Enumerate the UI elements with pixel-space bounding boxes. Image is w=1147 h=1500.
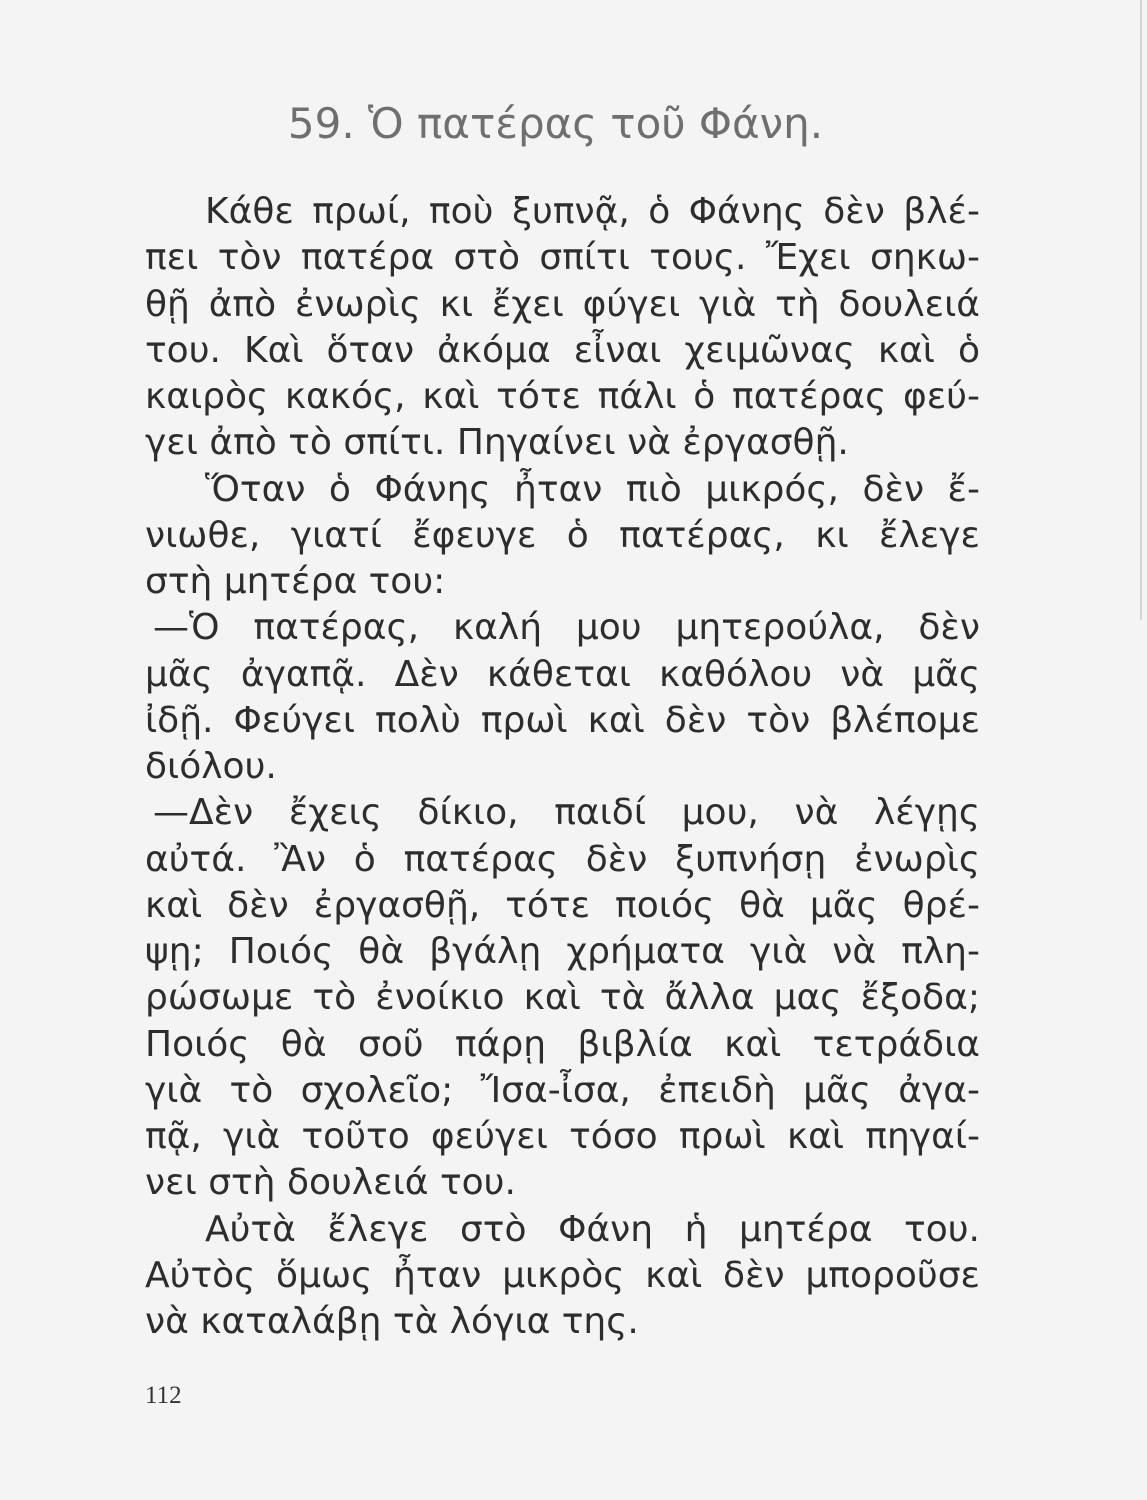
paragraph xyxy=(145,189,980,467)
text-line: —Ὁ πατέρας, καλή μου μητερούλα, δὲν xyxy=(153,607,980,649)
dialogue-paragraph xyxy=(145,605,980,790)
text-line: πᾷ, γιὰ τοῦτο φεύγει τόσο πρωὶ καὶ πηγαί- xyxy=(145,1116,980,1157)
text-line: καιρὸς κακός, καὶ τότε πάλι ὁ πατέρας φεύ- xyxy=(145,376,980,417)
text-line: διόλου. xyxy=(145,746,277,787)
text-line: του. Καὶ ὅταν ἀκόμα εἶναι χειμῶνας καὶ ὁ xyxy=(145,329,980,371)
chapter-text xyxy=(145,189,980,1345)
text-line: Αὐτὸς ὅμως ἦταν μικρὸς καὶ δὲν μποροῦσε xyxy=(145,1254,980,1296)
text-line: πει τὸν πατέρα στὸ σπίτι τους. Ἔχει σηκω- xyxy=(145,237,980,279)
text-line: —Δὲν ἔχεις δίκιο, παιδί μου, νὰ λέγῃς xyxy=(153,792,980,834)
text-line: Αὐτὰ ἔλεγε στὸ Φάνη ἡ μητέρα του. xyxy=(205,1208,980,1250)
text-line: νὰ καταλάβῃ τὰ λόγια της. xyxy=(145,1301,639,1342)
text-line: θῇ ἀπὸ ἐνωρὶς κι ἔχει φύγει γιὰ τὴ δουλειά xyxy=(145,283,980,325)
text-line: νει στὴ δουλειά του. xyxy=(145,1162,516,1204)
chapter-title: 59. Ὁ πατέρας τοῦ Φάνη. xyxy=(287,99,824,148)
text-line: μᾶς ἀγαπᾷ. Δὲν κάθεται καθόλου νὰ μᾶς xyxy=(145,653,980,695)
text-line: Ὅταν ὁ Φάνης ἦταν πιὸ μικρός, δὲν ἔ- xyxy=(205,468,980,510)
text-line: ψῃ; Ποιός θὰ βγάλῃ χρήματα γιὰ νὰ πλη- xyxy=(145,931,980,972)
text-line: Κάθε πρωί, ποὺ ξυπνᾷ, ὁ Φάνης δὲν βλέ- xyxy=(205,191,980,232)
text-line: αὐτά. Ἂν ὁ πατέρας δὲν ξυπνήσῃ ἐνωρὶς xyxy=(145,838,980,880)
text-line: γει ἀπὸ τὸ σπίτι. Πηγαίνει νὰ ἐργασθῇ. xyxy=(145,422,849,464)
paragraph xyxy=(145,1207,980,1346)
scan-edge-line xyxy=(1140,0,1142,620)
text-line: νιωθε, γιατί ἔφευγε ὁ πατέρας, κι ἔλεγε xyxy=(145,514,980,556)
text-line: ρώσωμε τὸ ἐνοίκιο καὶ τὰ ἄλλα μας ἔξοδα; xyxy=(145,977,980,1019)
text-line: ἰδῇ. Φεύγει πολὺ πρωὶ καὶ δὲν τὸν βλέπομε xyxy=(145,699,980,741)
text-line: καὶ δὲν ἐργασθῇ, τότε ποιός θὰ μᾶς θρέ- xyxy=(145,884,980,926)
page-number: 112 xyxy=(145,1382,182,1409)
text-line: Ποιός θὰ σοῦ πάρῃ βιβλία καὶ τετράδια xyxy=(145,1023,980,1065)
text-line: γιὰ τὸ σχολεῖο; Ἴσα-ἶσα, ἐπειδὴ μᾶς ἀγα- xyxy=(145,1069,980,1111)
paragraph xyxy=(145,467,980,606)
dialogue-paragraph xyxy=(145,790,980,1206)
text-line: στὴ μητέρα του: xyxy=(145,561,446,602)
